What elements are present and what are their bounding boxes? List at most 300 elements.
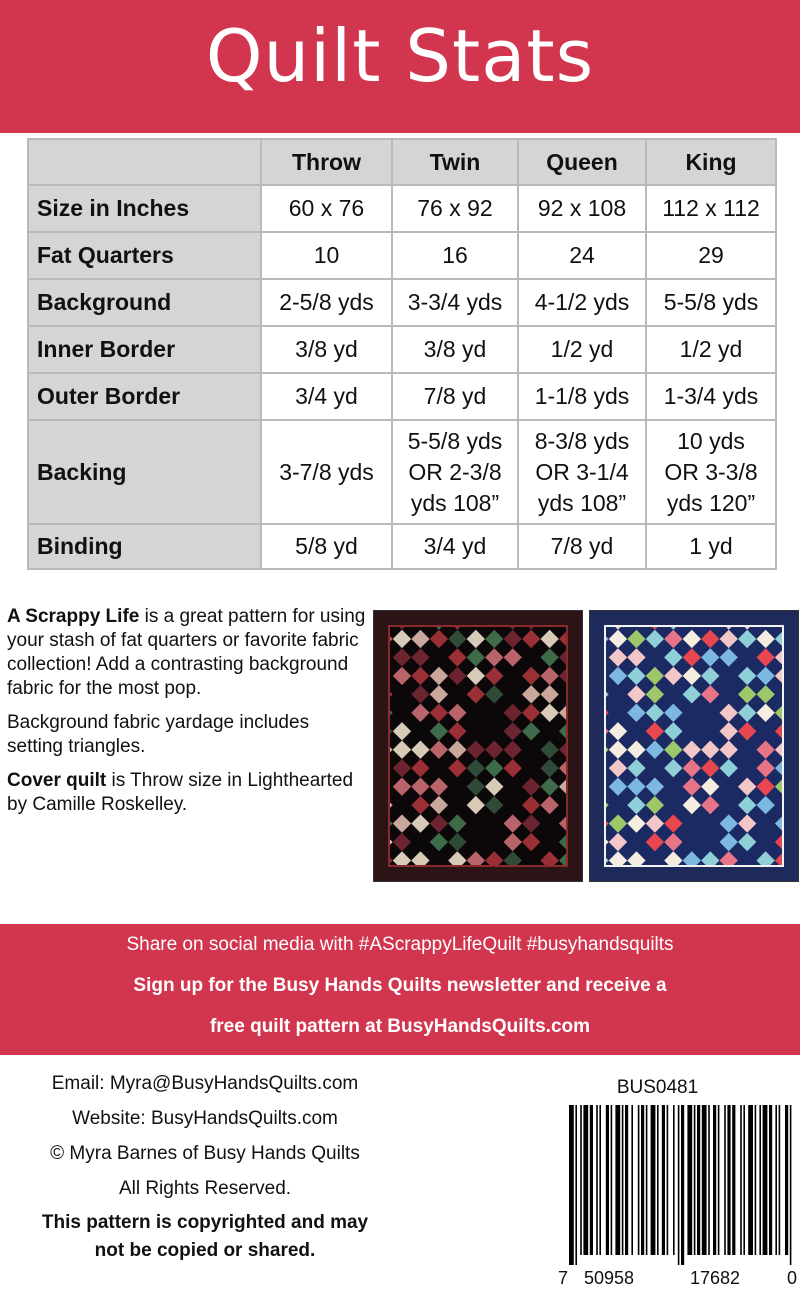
quilt-block xyxy=(559,851,566,865)
quilt-block xyxy=(646,833,664,851)
barcode-bar xyxy=(702,1105,707,1255)
table-cell: 8-3/8 yds OR 3-1/4 yds 108” xyxy=(518,420,646,524)
quilt-block xyxy=(430,685,448,703)
quilt-block xyxy=(775,627,782,630)
quilt-block xyxy=(738,722,756,740)
quilt-block xyxy=(646,777,664,795)
quilt-block xyxy=(485,777,503,795)
quilt-block xyxy=(430,833,448,851)
quilt-block xyxy=(540,648,558,666)
quilt-block xyxy=(540,796,558,814)
quilt-block xyxy=(430,704,448,722)
quilt-block xyxy=(504,627,522,630)
quilt-block xyxy=(646,796,664,814)
quilt-block xyxy=(646,814,664,832)
barcode-bar xyxy=(615,1105,620,1255)
table-cell: 3/8 yd xyxy=(392,326,518,373)
quilt-block xyxy=(664,630,682,648)
column-header: Twin xyxy=(392,139,518,185)
quilt-block xyxy=(540,630,558,648)
quilt-block xyxy=(559,648,566,666)
table-cell: 5/8 yd xyxy=(261,524,392,569)
quilt-block xyxy=(646,741,664,759)
quilt-block xyxy=(559,741,566,759)
barcode-bar xyxy=(759,1105,761,1255)
quilt-block xyxy=(522,777,540,795)
quilt-block xyxy=(720,630,738,648)
quilt-block xyxy=(606,851,609,865)
quilt-block xyxy=(627,648,645,666)
quilt-block xyxy=(664,759,682,777)
quilt-block xyxy=(775,704,782,722)
quilt-block xyxy=(393,759,411,777)
quilt-block xyxy=(775,833,782,851)
table-cell: 76 x 92 xyxy=(392,185,518,232)
quilt-block xyxy=(756,648,774,666)
quilt-block xyxy=(430,722,448,740)
quilt-block xyxy=(411,759,429,777)
quilt-block xyxy=(683,759,701,777)
quilt-patchwork xyxy=(606,627,782,865)
table-cell: 10 xyxy=(261,232,392,279)
quilt-block xyxy=(559,630,566,648)
newsletter-link[interactable]: free quilt pattern at BusyHandsQuilts.com xyxy=(209,1016,591,1037)
quilt-block xyxy=(504,759,522,777)
quilt-block xyxy=(775,741,782,759)
barcode-bar xyxy=(606,1105,609,1255)
quilt-block xyxy=(393,777,411,795)
quilt-block xyxy=(559,777,566,795)
quilt-block xyxy=(683,851,701,865)
barcode-bar xyxy=(622,1105,624,1255)
quilt-block xyxy=(646,627,664,630)
table-cell: 7/8 yd xyxy=(518,524,646,569)
quilt-block xyxy=(390,796,393,814)
quilt-block xyxy=(627,667,645,685)
quilt-block xyxy=(701,685,719,703)
quilt-block xyxy=(701,759,719,777)
quilt-block xyxy=(606,796,609,814)
copyright-line: © Myra Barnes of Busy Hands Quilts xyxy=(50,1143,360,1164)
barcode-bar xyxy=(708,1105,710,1255)
quilt-block xyxy=(627,741,645,759)
social-banner xyxy=(0,924,800,1055)
quilt-block xyxy=(411,685,429,703)
table-row xyxy=(28,185,776,232)
description-text: is a great pattern for using your stash of fat quarters or favorite fabric collection! Add a contrasting background fabric for the most pop. xyxy=(7,606,366,699)
quilt-block xyxy=(540,777,558,795)
barcode-bar xyxy=(638,1105,640,1255)
quilt-block xyxy=(738,796,756,814)
table-cell: 3-3/4 yds xyxy=(392,279,518,326)
barcode-bar xyxy=(646,1105,648,1255)
barcode-bar xyxy=(732,1105,735,1255)
quilt-block xyxy=(756,796,774,814)
quilt-block xyxy=(430,796,448,814)
barcode-bar xyxy=(611,1105,613,1255)
quilt-block xyxy=(485,685,503,703)
quilt-block xyxy=(467,685,485,703)
quilt-block xyxy=(756,685,774,703)
barcode-bar xyxy=(697,1105,700,1255)
barcode-bar xyxy=(718,1105,720,1255)
row-label: Fat Quarters xyxy=(28,232,261,279)
quilt-block xyxy=(720,833,738,851)
quilt-block xyxy=(756,704,774,722)
quilt-block xyxy=(606,685,609,703)
table-cell: 5-5/8 yds OR 2-3/8 yds 108” xyxy=(392,420,518,524)
quilt-block xyxy=(609,851,627,865)
quilt-block xyxy=(738,814,756,832)
quilt-block xyxy=(390,722,393,740)
copyright-notice: not be copied or shared. xyxy=(94,1240,316,1261)
quilt-block xyxy=(522,814,540,832)
quilt-block xyxy=(627,630,645,648)
quilt-block xyxy=(411,814,429,832)
quilt-block xyxy=(609,630,627,648)
quilt-block xyxy=(606,630,609,648)
quilt-block xyxy=(390,851,393,865)
quilt-block xyxy=(393,667,411,685)
quilt-block xyxy=(522,833,540,851)
barcode-bar xyxy=(641,1105,644,1255)
table-cell: 1-3/4 yds xyxy=(646,373,776,420)
table-cell: 1 yd xyxy=(646,524,776,569)
quilt-block xyxy=(467,759,485,777)
quilt-block xyxy=(609,833,627,851)
barcode-digit: 50958 xyxy=(584,1268,635,1288)
quilt-block xyxy=(664,704,682,722)
quilt-block xyxy=(701,796,719,814)
barcode-bar xyxy=(755,1105,757,1255)
sku-code: BUS0481 xyxy=(616,1077,699,1098)
quilt-block xyxy=(646,704,664,722)
quilt-block xyxy=(559,833,566,851)
quilt-block xyxy=(664,851,682,865)
quilt-block xyxy=(627,777,645,795)
social-hashtags: Share on social media with #AScrappyLifeQuilt #busyhandsquilts xyxy=(126,934,674,955)
quilt-block xyxy=(720,627,738,630)
quilt-block xyxy=(393,851,411,865)
quilt-block xyxy=(467,648,485,666)
quilt-block xyxy=(720,722,738,740)
quilt-block xyxy=(430,741,448,759)
quilt-block xyxy=(664,627,682,630)
quilt-block xyxy=(448,833,466,851)
quilt-block xyxy=(606,704,609,722)
barcode-bar xyxy=(790,1105,792,1265)
quilt-block xyxy=(683,796,701,814)
quilt-block xyxy=(627,814,645,832)
quilt-block xyxy=(504,630,522,648)
row-label: Backing xyxy=(28,420,261,524)
quilt-block xyxy=(411,796,429,814)
quilt-block xyxy=(430,630,448,648)
column-header: Throw xyxy=(261,139,392,185)
barcode-bar xyxy=(743,1105,745,1255)
quilt-block xyxy=(485,759,503,777)
quilt-block xyxy=(775,851,782,865)
quilt-block xyxy=(390,630,393,648)
quilt-block xyxy=(664,667,682,685)
quilt-block xyxy=(485,667,503,685)
quilt-block xyxy=(467,851,485,865)
quilt-block xyxy=(448,722,466,740)
description-paragraph: Background fabric yardage includes setting triangles. xyxy=(7,712,310,757)
quilt-block xyxy=(609,814,627,832)
quilt-block xyxy=(411,648,429,666)
table-header-row xyxy=(28,139,776,185)
row-label: Binding xyxy=(28,524,261,569)
quilt-block xyxy=(775,648,782,666)
quilt-block xyxy=(559,722,566,740)
header-banner xyxy=(0,0,800,133)
quilt-block xyxy=(683,648,701,666)
email-line[interactable]: Email: Myra@BusyHandsQuilts.com xyxy=(51,1073,359,1094)
quilt-block xyxy=(448,627,466,630)
quilt-block xyxy=(756,777,774,795)
quilt-block xyxy=(701,777,719,795)
barcode-bar xyxy=(769,1105,772,1255)
row-label: Inner Border xyxy=(28,326,261,373)
quilt-block xyxy=(646,667,664,685)
table-cell: 1/2 yd xyxy=(518,326,646,373)
barcode-bar xyxy=(673,1105,675,1255)
quilt-block xyxy=(467,777,485,795)
quilt-block xyxy=(775,814,782,832)
row-label: Background xyxy=(28,279,261,326)
quilt-block xyxy=(485,630,503,648)
quilt-block xyxy=(627,685,645,703)
quilt-block xyxy=(606,833,609,851)
table-cell: 10 yds OR 3-3/8 yds 120” xyxy=(646,420,776,524)
quilt-block xyxy=(485,741,503,759)
quilt-block xyxy=(393,814,411,832)
quilt-block xyxy=(522,796,540,814)
row-label: Size in Inches xyxy=(28,185,261,232)
quilt-block xyxy=(720,704,738,722)
quilt-block xyxy=(664,722,682,740)
quilt-block xyxy=(720,814,738,832)
barcode-bar xyxy=(575,1105,577,1265)
quilt-block xyxy=(606,814,609,832)
quilt-block xyxy=(448,814,466,832)
quilt-block xyxy=(664,833,682,851)
quilt-block xyxy=(683,741,701,759)
quilt-block xyxy=(775,630,782,648)
column-header: Queen xyxy=(518,139,646,185)
quilt-block xyxy=(627,759,645,777)
quilt-block xyxy=(738,777,756,795)
barcode-bar xyxy=(667,1105,669,1255)
quilt-block xyxy=(504,722,522,740)
quilt-block xyxy=(683,685,701,703)
barcode-digit: 0 xyxy=(787,1268,798,1288)
quilt-block xyxy=(390,685,393,703)
quilt-block xyxy=(646,722,664,740)
barcode-bar xyxy=(724,1105,726,1255)
quilt-block xyxy=(646,630,664,648)
table-cell: 112 x 112 xyxy=(646,185,776,232)
quilt-block xyxy=(606,722,609,740)
cover-quilt-label: Cover quilt xyxy=(7,770,107,791)
barcode-bar xyxy=(583,1105,588,1255)
table-cell: 2-5/8 yds xyxy=(261,279,392,326)
quilt-block xyxy=(683,777,701,795)
quilt-block xyxy=(411,777,429,795)
column-header: King xyxy=(646,139,776,185)
quilt-block xyxy=(390,741,393,759)
barcode-bar xyxy=(651,1105,656,1255)
table-cell: 5-5/8 yds xyxy=(646,279,776,326)
table-cell: 3/4 yd xyxy=(392,524,518,569)
quilt-block xyxy=(430,777,448,795)
quilt-block xyxy=(504,833,522,851)
quilt-block xyxy=(485,648,503,666)
quilt-block xyxy=(540,704,558,722)
quilt-block xyxy=(504,704,522,722)
quilt-block xyxy=(664,741,682,759)
quilt-block xyxy=(522,704,540,722)
quilt-block xyxy=(720,648,738,666)
quilt-block xyxy=(606,627,609,630)
quilt-block xyxy=(683,667,701,685)
table-cell: 3/4 yd xyxy=(261,373,392,420)
quilt-block xyxy=(411,630,429,648)
barcode-bar xyxy=(687,1105,692,1255)
barcode-bar xyxy=(763,1105,768,1255)
quilt-block xyxy=(430,814,448,832)
quilt-block xyxy=(504,851,522,865)
quilt-block xyxy=(701,630,719,648)
quilt-block xyxy=(430,627,448,630)
table-cell: 3/8 yd xyxy=(261,326,392,373)
quilt-block xyxy=(390,814,393,832)
table-header-corner xyxy=(28,139,261,185)
table-row xyxy=(28,524,776,569)
quilt-block xyxy=(467,741,485,759)
table-cell: 1-1/8 yds xyxy=(518,373,646,420)
quilt-block xyxy=(701,648,719,666)
quilt-block xyxy=(559,704,566,722)
barcode-bar xyxy=(678,1105,680,1265)
barcode-image xyxy=(565,1105,795,1265)
barcode-digit: 7 xyxy=(558,1268,569,1288)
barcode-digit: 17682 xyxy=(690,1268,741,1288)
table-cell: 92 x 108 xyxy=(518,185,646,232)
table-row xyxy=(28,420,776,524)
quilt-block xyxy=(720,741,738,759)
quilt-block xyxy=(448,630,466,648)
quilt-block xyxy=(522,627,540,630)
table-row xyxy=(28,232,776,279)
quilt-block xyxy=(411,667,429,685)
quilt-block xyxy=(540,685,558,703)
quilt-block xyxy=(701,851,719,865)
quilt-block xyxy=(504,741,522,759)
pattern-description xyxy=(7,605,367,827)
description-text: is Throw size in Lighthearted by Camille Roskelley. xyxy=(7,770,354,815)
quilt-block xyxy=(775,777,782,795)
barcode-bar xyxy=(779,1105,781,1255)
quilt-block xyxy=(756,667,774,685)
table-row xyxy=(28,279,776,326)
barcode-bar xyxy=(657,1105,659,1255)
quilt-block xyxy=(485,796,503,814)
barcode-bar xyxy=(569,1105,574,1265)
barcode-bar xyxy=(599,1105,601,1255)
table-cell: 16 xyxy=(392,232,518,279)
table-row xyxy=(28,373,776,420)
quilt-block xyxy=(522,685,540,703)
quilt-block xyxy=(467,667,485,685)
quilt-block xyxy=(393,630,411,648)
quilt-block xyxy=(430,667,448,685)
quilt-block xyxy=(540,741,558,759)
quilt-block xyxy=(738,833,756,851)
table-cell: 60 x 76 xyxy=(261,185,392,232)
barcode-bar xyxy=(775,1105,777,1255)
barcode-bar xyxy=(631,1105,633,1255)
quilt-block xyxy=(627,796,645,814)
quilt-block xyxy=(390,704,393,722)
barcode-bar xyxy=(740,1105,742,1255)
quilt-block xyxy=(559,627,566,630)
quilt-block xyxy=(485,851,503,865)
quilt-block xyxy=(720,851,738,865)
quilt-block xyxy=(448,851,466,865)
quilt-block xyxy=(411,704,429,722)
quilt-block xyxy=(627,704,645,722)
dark-quilt-image xyxy=(373,610,583,882)
quilt-block xyxy=(756,759,774,777)
quilt-block xyxy=(664,648,682,666)
quilt-block xyxy=(646,685,664,703)
quilt-block xyxy=(606,741,609,759)
pattern-name: A Scrappy Life xyxy=(7,606,140,627)
barcode-bar xyxy=(625,1105,628,1255)
quilt-center xyxy=(388,625,568,867)
quilt-block xyxy=(393,741,411,759)
website-line[interactable]: Website: BusyHandsQuilts.com xyxy=(72,1108,338,1129)
quilt-block xyxy=(540,759,558,777)
quilt-block xyxy=(448,741,466,759)
quilt-block xyxy=(390,833,393,851)
table-cell: 4-1/2 yds xyxy=(518,279,646,326)
quilt-block xyxy=(609,722,627,740)
quilt-block xyxy=(683,630,701,648)
quilt-block xyxy=(504,648,522,666)
quilt-block xyxy=(559,667,566,685)
quilt-block xyxy=(411,851,429,865)
table-cell: 1/2 yd xyxy=(646,326,776,373)
quilt-block xyxy=(664,814,682,832)
barcode-bar xyxy=(694,1105,696,1255)
table-cell: 29 xyxy=(646,232,776,279)
quilt-block xyxy=(720,759,738,777)
barcode-bar xyxy=(785,1105,788,1255)
quilt-block xyxy=(609,777,627,795)
contact-info xyxy=(0,1066,410,1265)
quilt-block xyxy=(701,741,719,759)
quilt-block xyxy=(540,667,558,685)
quilt-block xyxy=(756,851,774,865)
quilt-block xyxy=(738,630,756,648)
row-label: Outer Border xyxy=(28,373,261,420)
quilt-block xyxy=(393,648,411,666)
quilt-block xyxy=(701,667,719,685)
rights-line: All Rights Reserved. xyxy=(118,1178,292,1199)
